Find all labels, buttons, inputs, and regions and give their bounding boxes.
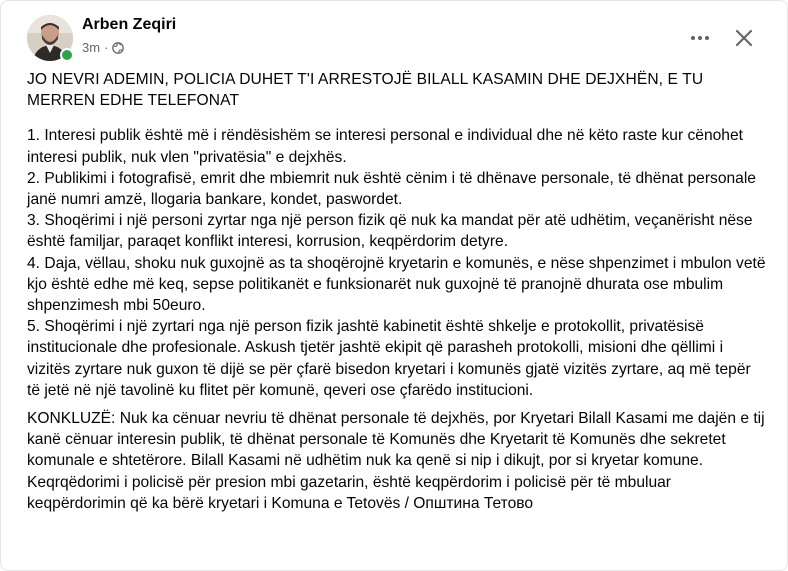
post-actions bbox=[685, 23, 759, 53]
post-closing-paragraph: Keqrqëdorimi i policisë për presion mbi gazetarin, është keqpërdorim i policisë për të mbuluar keqpërdorimin që ka bërë kryetari i Komuna e Tetovës / Општина Тетово bbox=[27, 473, 671, 512]
post-paragraph-5: 5. Shoqërimi i një zyrtari nga një person fizik jashtë kabinetit është shkelje e protokollit, privatësisë institucionale dhe profesionale. Askush tjetër jashtë ekipit që parasheh protokolli, misioni dhe qëllimi i vizitës zyrtare nuk guxon të dijë se për çfarë bisedon kryetari i komunës gjatë vizitës zyrtare, aq më tepër të jetë në një tavolinë ku flitet për komunë, qeveri ose çfarëdo institucioni. bbox=[27, 318, 751, 399]
online-status-indicator bbox=[60, 48, 74, 62]
post-time[interactable]: 3m bbox=[82, 40, 101, 55]
post-paragraph-1: 1. Interesi publik është më i rëndësishëm se interesi personal e individual dhe në këto raste kur cënohet interesi publik, nuk vlen "privatësia" e dejxhës. bbox=[27, 127, 743, 166]
post-headline: JO NEVRI ADEMIN, POLICIA DUHET T'I ARRESTOJË BILALL KASAMIN DHE DEJXHËN, E TU MERREN EDHE TELEFONAT bbox=[27, 71, 704, 110]
globe-icon[interactable] bbox=[112, 42, 124, 54]
more-options-icon[interactable] bbox=[685, 23, 715, 53]
close-icon[interactable] bbox=[729, 23, 759, 53]
post-body bbox=[27, 69, 767, 514]
author-name[interactable]: Arben Zeqiri bbox=[82, 16, 177, 33]
post-conclusion: KONKLUZË: Nuk ka cënuar nevriu të dhënat personale të dejxhës, por Kryetari Bilall Kasami me dajën e tij kanë cënuar interesin publik, të dhënat personale të Komunës dhe Kryetarit të Komunës dhe sekretet komunale e shtetërore. Bilall Kasami në udhëtim nuk ka qenë si nip i dikujt, por si kryetar komune. bbox=[27, 410, 765, 470]
meta-separator: · bbox=[104, 40, 109, 55]
post-paragraph-2: 2. Publikimi i fotografisë, emrit dhe mbiemrit nuk është cënim i të dhënave personale, të dhënat personale janë numri amzë, llogaria bankare, kondet, paswordet. bbox=[27, 169, 756, 209]
post-meta bbox=[82, 40, 124, 55]
post-paragraph-3: 3. Shoqërimi i një personi zyrtar nga një person fizik që nuk ka mandat për atë udhëtim, veçanërisht nëse është familjar, paraqet konflikt interesi, korrusion, keqpërdorim detyre. bbox=[27, 212, 753, 251]
post-paragraph-4: 4. Daja, vëllau, shoku nuk guxojnë as ta shoqërojnë kryetarin e komunës, e nëse shpenzimet i mbulon vetë kjo është edhe më keq, sepse politikanët e funksionarët nuk guxojnë të pranojnë dhurata ose mbulim shpenzimesh mbi 50euro. bbox=[27, 254, 766, 315]
